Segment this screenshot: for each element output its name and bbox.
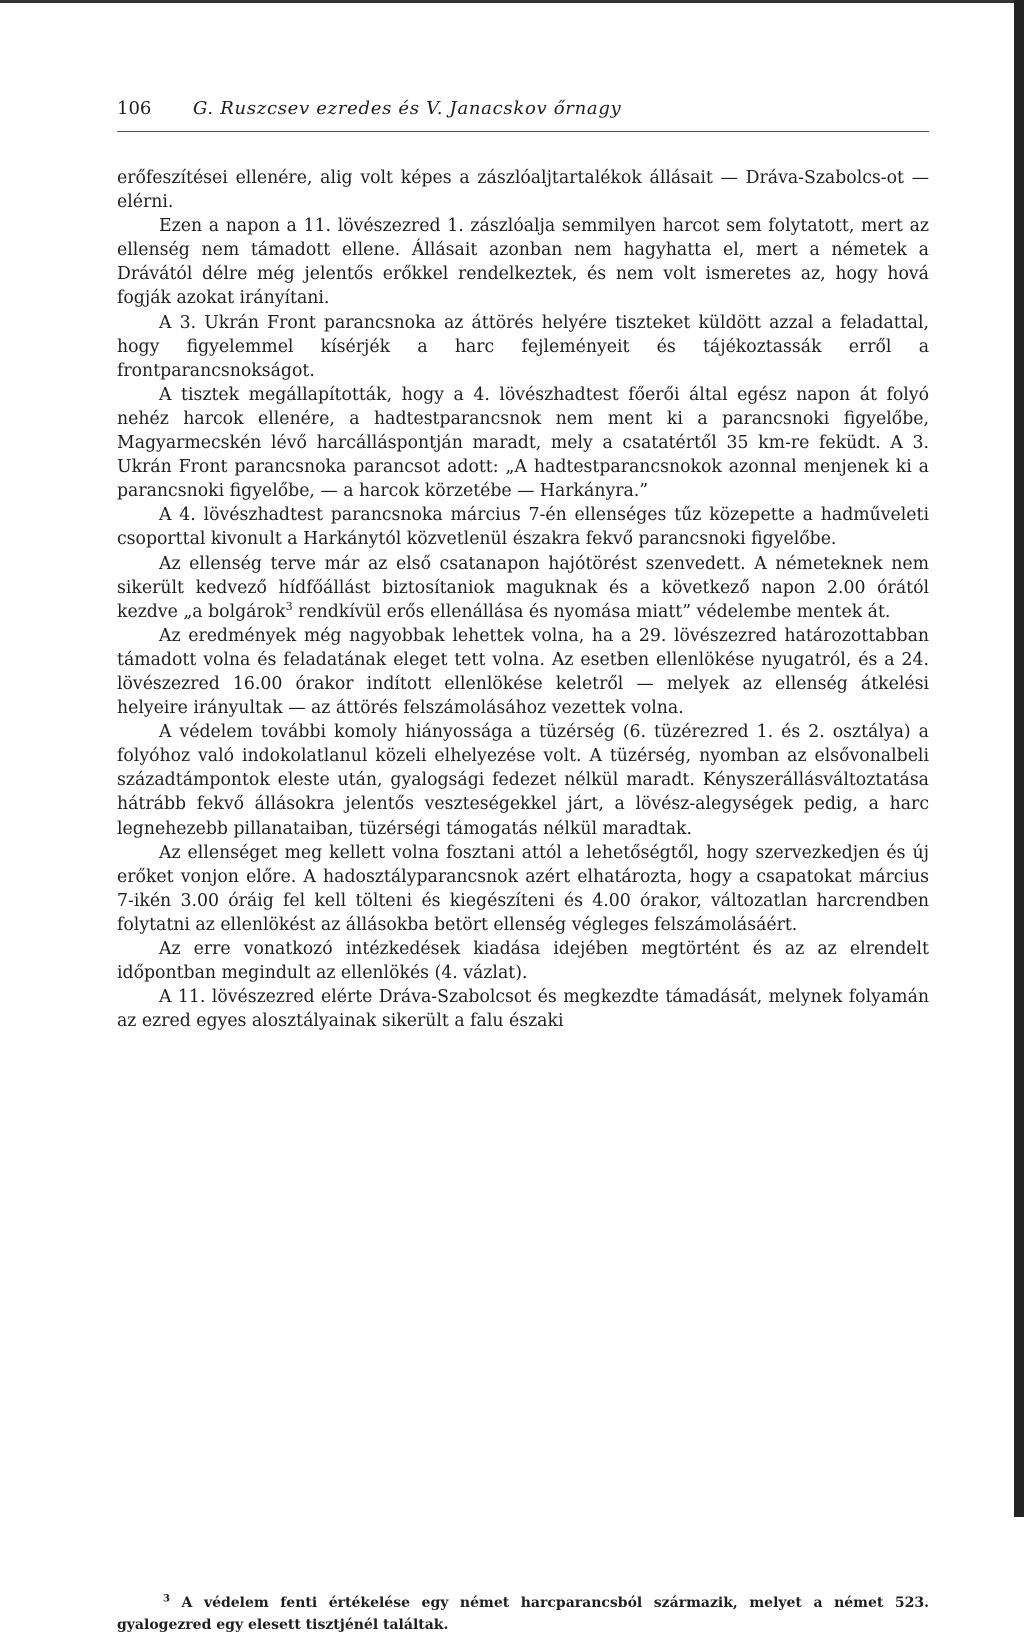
body-text [117,166,929,1033]
paragraph: Az erre vonatkozó intézkedések kiadása idejében megtörtént és az az elrendelt időpontban megindult az ellenlökés (4. vázlat). [117,939,929,984]
paragraph: A 3. Ukrán Front parancsnoka az áttörés helyére tiszteket küldött azzal a feladattal, hogy figyelemmel kísérjék a harc fejleményeit és tájékoztassák erről a frontparancsnokságot. [117,312,929,381]
paragraph: erőfeszítései ellenére, alig volt képes a zászlóaljtartalékok állásait — Dráva-Szabolcs-ot — elérni. [117,168,929,213]
footnote-text: A védelem fenti értékelése egy német harcparancsból származik, melyet a német 523. gyalogezred egy elesett tisztjénél találtak. [117,1595,929,1633]
scan-edge-right [1014,0,1024,1517]
header-rule [117,131,929,132]
footnote [117,1592,929,1636]
paragraph: A tisztek megállapították, hogy a 4. lövészhadtest főerői által egész napon át folyó nehéz harcok ellenére, a hadtestparancsnok nem ment ki a parancsnoki figyelőbe, Magyarmecskén lévő harcálláspontján maradt, mely a csatatértől 35 km-re feküdt. A 3. Ukrán Front parancsnoka parancsot adott: „A hadtestparancsnokok azonnal menjenek ki a parancsnoki figyelőbe, — a harcok körzetébe — Harkányra.” [117,384,929,502]
paragraph: A védelem további komoly hiányossága a tüzérség (6. tüzérezred 1. és 2. osztálya) a folyóhoz való indokolatlanul közeli elhelyezése volt. A tüzérség, nyomban az elsővonalbeli századtámpontok eleste után, gyalogsági fedezet nélkül maradt. Kényszerállásváltoztatása hátrább fekvő állásokra jelentős veszteségekkel járt, a lövész-alegységek pedig, a harc legnehezebb pillanataiban, tüzérségi támogatás nélkül maradtak. [117,722,929,839]
paragraph: Az ellenséget meg kellett volna fosztani attól a lehetőségtől, hogy szervezkedjen és új erőket vonjon előre. A hadosztályparancsnok azért elhatározta, hogy a csapatokat március 7-ikén 3.00 óráig fel kell tölteni és kiegészíteni és 4.00 órakor, változatlan harcrendben folytatni az ellenlökést az állásokba betört ellenség végleges felszámolásáért. [117,842,929,935]
footnote-reference: 3 [285,599,293,613]
scan-edge-top [0,0,1024,3]
page-header [117,98,929,128]
paragraph: A 11. lövészezred elérte Dráva-Szabolcsot és megkezdte támadását, melynek folyamán az ezred egyes alosztályainak sikerült a falu északi [117,987,929,1032]
paragraph: Az eredmények még nagyobbak lehettek volna, ha a 29. lövészezred határozottabban támadott volna és feladatának eleget tett volna. Az esetben ellenlökése nyugatról, és a 24. lövészezred 16.00 órakor indított ellenlökése keletről — melyek az ellenség átkelési helyeire irányultak — az áttörés felszámolásához vezettek volna. [117,625,929,719]
paragraph-text-part-1: Az ellenség terve már az első csatanapon hajótörést szenvedett. A németeknek nem sikerült kedvező hídfőállást biztosítaniok maguknak és a következő napon 2.00 órától kezdve „a bolgárok [117,553,929,622]
page-number: 106 [117,98,152,119]
paragraph: Ezen a napon a 11. lövészezred 1. zászlóalja semmilyen harcot sem folytatott, mert az ellenség nem támadott ellene. Állásait azonban nem hagyhatta el, mert a németek a Drávától délre még jelentős erőkkel rendelkeztek, és nem volt ismeretes az, hogy hová fogják azokat irányítani. [117,216,929,309]
paragraph-with-footnote [117,552,929,624]
running-head: G. Ruszcsev ezredes és V. Janacskov őrnagy [193,98,622,119]
paragraph-text-part-2: rendkívül erős ellenállása és nyomása miatt” védelembe mentek át. [298,601,891,622]
footnote-body [117,1592,929,1636]
paragraph: A 4. lövészhadtest parancsnoka március 7-én ellenséges tűz közepette a hadműveleti csoporttal kivonult a Harkánytól közvetlenül északra fekvő parancsnoki figyelőbe. [117,505,929,550]
footnote-marker: 3 [163,1593,170,1605]
